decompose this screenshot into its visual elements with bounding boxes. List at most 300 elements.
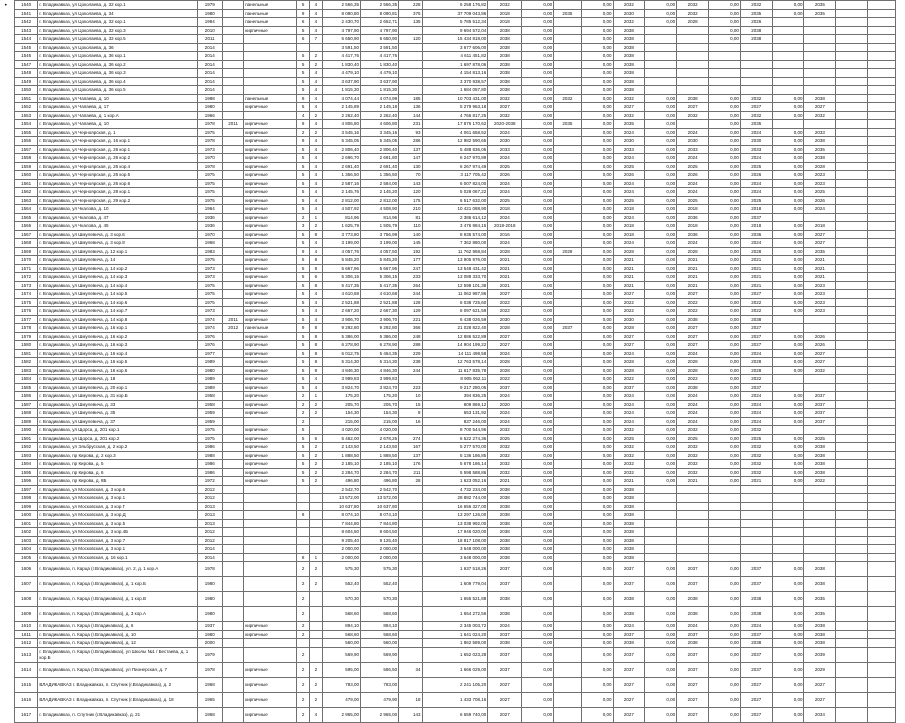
table-row [15, 9, 896, 18]
register-page [14, 0, 896, 717]
table-row [15, 298, 896, 307]
table-cell-v3: 0,00 [581, 707, 613, 722]
table-cell-s2: 3 199,00 [360, 239, 398, 248]
table-cell-v5: 0,00 [645, 349, 677, 358]
table-cell-a: г. Владикавказ, ул Чкалова, д. 45 [38, 222, 197, 231]
table-cell-empty [868, 562, 896, 577]
table-cell-y6 [804, 60, 836, 69]
table-cell-s2: 552,40 [360, 577, 398, 592]
table-cell-y4: 2030 [677, 137, 709, 146]
table-cell-v6: 0,00 [709, 341, 741, 350]
table-cell-c: 5 678 186,14 [422, 460, 488, 469]
table-cell-v7: 0,00 [772, 145, 804, 154]
table-cell-c: 4 766 817,25 [422, 111, 488, 120]
table-cell-y5: 2024 [740, 417, 772, 426]
table-cell-y4: 2032 [677, 468, 709, 477]
table-cell-v2 [554, 511, 582, 520]
table-cell-p [399, 60, 422, 69]
table-cell-empty [868, 273, 896, 282]
table-cell-v1: 0,00 [522, 639, 554, 648]
table-cell-v3: 0,00 [581, 468, 613, 477]
table-cell-empty [836, 77, 868, 86]
table-cell-y4 [677, 536, 709, 545]
table-cell-v7: 0,00 [772, 349, 804, 358]
table-cell-empty [836, 128, 868, 137]
table-cell-empty [836, 18, 868, 27]
table-cell-s1: 5 345,05 [322, 137, 360, 146]
table-cell-v3: 0,00 [581, 128, 613, 137]
table-cell-v2 [554, 622, 582, 631]
table-cell-n: 1578 [15, 324, 38, 333]
table-cell-e [310, 519, 323, 528]
table-cell-n: 1543 [15, 26, 38, 35]
table-cell-y4: 2028 [677, 247, 709, 256]
table-cell-v5: 0,00 [645, 577, 677, 592]
table-cell-y5: 2038 [740, 592, 772, 607]
table-cell-empty [836, 553, 868, 562]
table-cell-y5 [740, 69, 772, 78]
table-cell-s2: 2 965,00 [360, 707, 398, 722]
table-cell-y5: 2027 [740, 707, 772, 722]
table-cell-y1: 1986 [197, 460, 222, 469]
table-cell-y5: 2038 [740, 315, 772, 324]
table-cell-v3: 0,00 [581, 230, 613, 239]
table-cell-y6: 2035 [804, 607, 836, 622]
table-cell-s2: 3 345,16 [360, 128, 398, 137]
table-cell-v5 [645, 485, 677, 494]
table-cell-v7 [772, 375, 804, 384]
table-cell-y4: 2038 [677, 639, 709, 648]
table-cell-v5: 0,00 [645, 341, 677, 350]
table-cell-y3: 2028 [488, 324, 522, 333]
table-cell-v2 [554, 179, 582, 188]
table-cell-v7: 0,00 [772, 230, 804, 239]
table-cell-s2: 13 572,00 [360, 494, 398, 503]
table-cell-s2: 496,80 [360, 477, 398, 486]
table-cell-y1: 1978 [197, 120, 222, 129]
table-cell-v4: 2038 [613, 607, 645, 622]
table-cell-y6 [804, 545, 836, 554]
table-cell-p: 143 [399, 179, 422, 188]
table-cell-f: 5 [297, 290, 310, 299]
table-row [15, 460, 896, 469]
table-cell-a: г. Владикавказ, ул Чкалова, д. 47 [38, 213, 197, 222]
table-cell-y1: 1966 [197, 111, 222, 120]
table-cell-a: г. Владикавказ, п. Карца (г.Владикавказ), ул. 2, д. 1 кор.А [38, 562, 197, 577]
table-cell-f: 5 [297, 273, 310, 282]
table-cell-y2 [223, 341, 244, 350]
table-cell-v4: 2024 [613, 179, 645, 188]
table-cell-v7 [772, 86, 804, 95]
table-cell-y2 [223, 528, 244, 537]
table-cell-empty [836, 60, 868, 69]
table-cell-f: 2 [297, 647, 310, 662]
table-cell-m [244, 60, 297, 69]
table-cell-y5: 2024 [740, 409, 772, 418]
table-cell-v4: 2027 [613, 692, 645, 707]
table-cell-v6: 0,00 [709, 94, 741, 103]
table-cell-s1: 3 999,83 [322, 375, 360, 384]
table-cell-v3: 0,00 [581, 196, 613, 205]
table-cell-a: г. Владикавказ, ул Московская, д. 3 кор.1 [38, 494, 197, 503]
table-cell-m: кирпичные [244, 392, 297, 401]
table-cell-n: 1554 [15, 120, 38, 129]
table-cell-y5: 2024 [740, 128, 772, 137]
table-cell-a: г. Владикавказ, ул Черноярская, д. 26 кор.6 [38, 179, 197, 188]
table-cell-v1: 0,00 [522, 230, 554, 239]
table-cell-n: 1606 [15, 562, 38, 577]
table-cell-m [244, 502, 297, 511]
table-cell-y6: 2023 [804, 290, 836, 299]
table-cell-v2 [554, 137, 582, 146]
table-cell-y1: 1977 [197, 349, 222, 358]
table-cell-c: 5 279 963,18 [422, 103, 488, 112]
table-cell-v1: 0,00 [522, 247, 554, 256]
table-cell-s1: 3 906,70 [322, 315, 360, 324]
table-cell-v1: 0,00 [522, 43, 554, 52]
table-cell-m: кирпичные [244, 145, 297, 154]
table-cell-y6 [804, 383, 836, 392]
table-cell-v2 [554, 468, 582, 477]
table-cell-v5: 0,00 [645, 692, 677, 707]
table-cell-v4: 2028 [613, 247, 645, 256]
table-cell-empty [868, 553, 896, 562]
table-cell-y5: 2022 [740, 307, 772, 316]
table-cell-v7: 0,00 [772, 341, 804, 350]
table-cell-empty [836, 375, 868, 384]
table-cell-empty [868, 545, 896, 554]
table-cell-e: 6 [310, 273, 323, 282]
table-cell-empty [836, 86, 868, 95]
table-cell-v2: 2035 [554, 120, 582, 129]
table-cell-p: 93 [399, 128, 422, 137]
table-cell-m: кирпичные [244, 332, 297, 341]
table-cell-v1: 0,00 [522, 196, 554, 205]
table-cell-v5: 0,00 [645, 179, 677, 188]
table-cell-y2 [223, 52, 244, 61]
table-cell-y3: 2032 [488, 443, 522, 452]
table-cell-y4: 2037 [677, 630, 709, 639]
table-cell-v1: 0,00 [522, 273, 554, 282]
table-cell-empty [836, 477, 868, 486]
table-cell-empty [836, 677, 868, 692]
table-cell-v1: 0,00 [522, 205, 554, 214]
table-cell-y4: 2021 [677, 256, 709, 265]
table-cell-v3: 0,00 [581, 281, 613, 290]
table-cell-v6: 0,00 [709, 213, 741, 222]
table-cell-p [399, 494, 422, 503]
table-cell-v4: 2038 [613, 639, 645, 648]
table-cell-v3: 0,00 [581, 290, 613, 299]
table-cell-y4: 2037 [677, 577, 709, 592]
table-cell-m [244, 494, 297, 503]
table-cell-y2 [223, 18, 244, 27]
table-cell-a: г. Владикавказ, ул Шмулевича, д. 14 кор.6 [38, 298, 197, 307]
table-cell-m: кирпичные [244, 315, 297, 324]
table-cell-y3: 2032 [488, 468, 522, 477]
table-cell-f [297, 536, 310, 545]
table-cell-v3: 0,00 [581, 477, 613, 486]
table-cell-y1: 1936 [197, 222, 222, 231]
table-cell-f: 6 [297, 35, 310, 44]
table-cell-v7 [772, 545, 804, 554]
table-cell-c: 4 611 451,82 [422, 52, 488, 61]
table-row [15, 392, 896, 401]
table-cell-a: г. Владикавказ, ул Шмулевича, д. 14 кор.5 [38, 290, 197, 299]
table-cell-v7 [772, 383, 804, 392]
table-cell-v7 [772, 502, 804, 511]
table-cell-a: г. Владикавказ, ул Черноярская, д. 1 [38, 128, 197, 137]
table-cell-v3: 0,00 [581, 677, 613, 692]
table-cell-m: панельные [244, 18, 297, 27]
table-cell-y4 [677, 528, 709, 537]
table-cell-p: 192 [399, 247, 422, 256]
table-cell-y4 [677, 52, 709, 61]
table-cell-n: 1558 [15, 154, 38, 163]
table-cell-n: 1574 [15, 290, 38, 299]
table-cell-v6: 0,00 [709, 298, 741, 307]
table-cell-y4: 2022 [677, 298, 709, 307]
table-cell-s1: 3 824,70 [322, 383, 360, 392]
table-cell-v7: 0,00 [772, 451, 804, 460]
table-cell-v6: 0,00 [709, 592, 741, 607]
table-cell-v2 [554, 519, 582, 528]
table-cell-s1: 4 610,68 [322, 290, 360, 299]
table-cell-y6: 2022 [804, 477, 836, 486]
table-cell-y1: 2014 [197, 43, 222, 52]
table-cell-s1: 560,00 [322, 639, 360, 648]
table-cell-v7: 0,00 [772, 639, 804, 648]
table-cell-s1: 4 507,92 [322, 205, 360, 214]
table-cell-c: 4 061 658,52 [422, 128, 488, 137]
table-cell-c: 3 476 984,15 [422, 222, 488, 231]
table-cell-p: 34 [399, 662, 422, 677]
table-cell-v5: 0,00 [645, 230, 677, 239]
table-cell-e: 2 [310, 409, 323, 418]
table-cell-e: 2 [310, 477, 323, 486]
table-cell-y3: 2024 [488, 622, 522, 631]
table-cell-m: кирпичные [244, 154, 297, 163]
table-cell-s2: 5 417,35 [360, 281, 398, 290]
table-cell-y3: 2038 [488, 77, 522, 86]
table-cell-f: 5 [297, 86, 310, 95]
table-cell-m: кирпичные [244, 137, 297, 146]
table-cell-y4: 2028 [677, 18, 709, 27]
table-cell-y3: 2038 [488, 536, 522, 545]
table-cell-empty [836, 111, 868, 120]
table-row [15, 307, 896, 316]
table-cell-y1: 1975 [197, 179, 222, 188]
table-cell-v7: 0,00 [772, 434, 804, 443]
table-cell-empty [868, 1, 896, 10]
table-cell-m [244, 553, 297, 562]
table-cell-v3: 0,00 [581, 630, 613, 639]
table-cell-y2 [223, 298, 244, 307]
table-cell-y1: 2013 [197, 519, 222, 528]
table-cell-s2: 2 542,70 [360, 485, 398, 494]
table-cell-s2: 783,00 [360, 677, 398, 692]
table-cell-y1: 1965 [197, 692, 222, 707]
table-cell-s1: 13 572,00 [322, 494, 360, 503]
table-cell-empty [836, 298, 868, 307]
table-cell-empty [836, 52, 868, 61]
table-cell-f: 5 [297, 162, 310, 171]
table-cell-v5: 0,00 [645, 630, 677, 639]
table-cell-e: 2 [310, 562, 323, 577]
table-cell-empty [868, 366, 896, 375]
table-cell-y2 [223, 519, 244, 528]
table-cell-empty [868, 9, 896, 18]
table-cell-c: 7 362 880,00 [422, 239, 488, 248]
table-cell-c: 13 548 431,42 [422, 264, 488, 273]
table-cell-v4: 2038 [613, 511, 645, 520]
table-cell-e: 4 [310, 298, 323, 307]
table-cell-y4: 2022 [677, 375, 709, 384]
table-cell-y2 [223, 26, 244, 35]
table-cell-s2: 3 756,99 [360, 230, 398, 239]
table-cell-s1: 2 691,40 [322, 162, 360, 171]
table-cell-v5: 0,00 [645, 162, 677, 171]
table-cell-s2: 154,30 [360, 409, 398, 418]
table-cell-y6: 2035 [804, 592, 836, 607]
table-cell-y2 [223, 409, 244, 418]
table-cell-v1: 0,00 [522, 256, 554, 265]
table-cell-y4 [677, 120, 709, 129]
table-cell-y5: 2035 [740, 9, 772, 18]
table-cell-s2: 9 292,80 [360, 324, 398, 333]
table-cell-s2: 2 584,00 [360, 179, 398, 188]
table-cell-v4: 2024 [613, 409, 645, 418]
table-cell-y1: 1978 [197, 162, 222, 171]
table-cell-y3: 2038 [488, 502, 522, 511]
table-cell-c: 9 694 572,04 [422, 26, 488, 35]
table-cell-n: 1552 [15, 103, 38, 112]
table-cell-empty [868, 43, 896, 52]
table-row [15, 179, 896, 188]
table-cell-f: 2 [297, 392, 310, 401]
table-cell-y3: 2028 [488, 247, 522, 256]
table-cell-v1: 0,00 [522, 26, 554, 35]
table-cell-v1: 0,00 [522, 460, 554, 469]
table-cell-y2 [223, 264, 244, 273]
table-cell-s2: 2 667,30 [360, 307, 398, 316]
table-cell-y4: 2032 [677, 9, 709, 18]
table-cell-y4: 2025 [677, 434, 709, 443]
table-cell-v6: 0,00 [709, 230, 741, 239]
table-cell-c: 12 886 522,89 [422, 332, 488, 341]
table-cell-empty [836, 358, 868, 367]
table-cell-v6 [709, 52, 741, 61]
table-cell-n: 1556 [15, 137, 38, 146]
table-cell-e [310, 536, 323, 545]
table-cell-v6 [709, 528, 741, 537]
table-cell-empty [868, 417, 896, 426]
table-cell-e: 8 [310, 349, 323, 358]
table-cell-m: кирпичные [244, 375, 297, 384]
table-cell-empty [868, 230, 896, 239]
table-cell-s2: 2 566,35 [360, 1, 398, 10]
table-row [15, 451, 896, 460]
table-cell-y4: 2037 [677, 662, 709, 677]
table-cell-a: г. Владикавказ, ул Цоколаева, д. 32 кор.3 [38, 26, 197, 35]
table-cell-y1: 1988 [197, 451, 222, 460]
table-cell-e: 4 [310, 69, 323, 78]
table-cell-m [244, 577, 297, 592]
table-cell-f: 9 [297, 120, 310, 129]
table-cell-s1: 5 462,00 [322, 434, 360, 443]
table-cell-c: 5 028 067,22 [422, 188, 488, 197]
table-cell-e: 4 [310, 145, 323, 154]
table-cell-v1: 0,00 [522, 434, 554, 443]
table-cell-f [297, 528, 310, 537]
table-cell-m: кирпичные [244, 230, 297, 239]
table-cell-v1: 0,00 [522, 519, 554, 528]
table-cell-c: 6 258 176,82 [422, 1, 488, 10]
table-cell-m: кирпичные [244, 349, 297, 358]
table-cell-empty [868, 120, 896, 129]
table-cell-v2 [554, 647, 582, 662]
table-cell-f: 2 [297, 622, 310, 631]
table-cell-c: 1 623 052,16 [422, 477, 488, 486]
table-cell-v5 [645, 60, 677, 69]
table-cell-s1: 496,80 [322, 477, 360, 486]
table-cell-empty [868, 647, 896, 662]
table-row [15, 171, 896, 180]
table-cell-y2 [223, 417, 244, 426]
table-cell-y1: 1958 [197, 392, 222, 401]
table-cell-c: 11 617 835,78 [422, 366, 488, 375]
table-cell-v7 [772, 60, 804, 69]
table-cell-v4: 2022 [613, 307, 645, 316]
table-cell-v7 [772, 120, 804, 129]
table-cell-a: г. Владикавказ, ул Шмулевича, д. 14 кор.8 [38, 315, 197, 324]
table-cell-y4: 2024 [677, 239, 709, 248]
table-cell-y6 [804, 485, 836, 494]
table-cell-y6: 2038 [804, 94, 836, 103]
table-cell-s2: 570,30 [360, 592, 398, 607]
table-cell-s2: 2 678,26 [360, 434, 398, 443]
table-cell-f: 5 [297, 154, 310, 163]
table-cell-a: г. Владикавказ, ул Московская, д. 3 кор.6 [38, 485, 197, 494]
table-cell-y4: 2026 [677, 171, 709, 180]
table-row [15, 511, 896, 520]
table-cell-f: 5 [297, 264, 310, 273]
table-cell-v7 [772, 43, 804, 52]
table-cell-p [399, 375, 422, 384]
table-cell-v3: 0,00 [581, 86, 613, 95]
table-cell-m: кирпичные [244, 366, 297, 375]
table-cell-v2 [554, 1, 582, 10]
table-cell-m: кирпичные [244, 120, 297, 129]
table-cell-v5 [645, 536, 677, 545]
table-row [15, 86, 896, 95]
table-row [15, 162, 896, 171]
table-cell-a: г. Владикавказ, ул Цоколаева, д. 36 кор.2 [38, 60, 197, 69]
table-cell-v2 [554, 417, 582, 426]
table-cell-v4: 2038 [613, 502, 645, 511]
table-cell-f [297, 494, 310, 503]
table-cell-c: 8 935 574,00 [422, 230, 488, 239]
table-cell-c: 1 655 521,88 [422, 592, 488, 607]
table-cell-v6: 0,00 [709, 281, 741, 290]
table-cell-v4: 2024 [613, 128, 645, 137]
table-cell-s2: 2 185,10 [360, 460, 398, 469]
table-cell-v6: 0,00 [709, 145, 741, 154]
table-cell-v3: 0,00 [581, 222, 613, 231]
table-cell-s1: 175,20 [322, 392, 360, 401]
table-cell-v4: 2028 [613, 324, 645, 333]
table-cell-empty [836, 1, 868, 10]
